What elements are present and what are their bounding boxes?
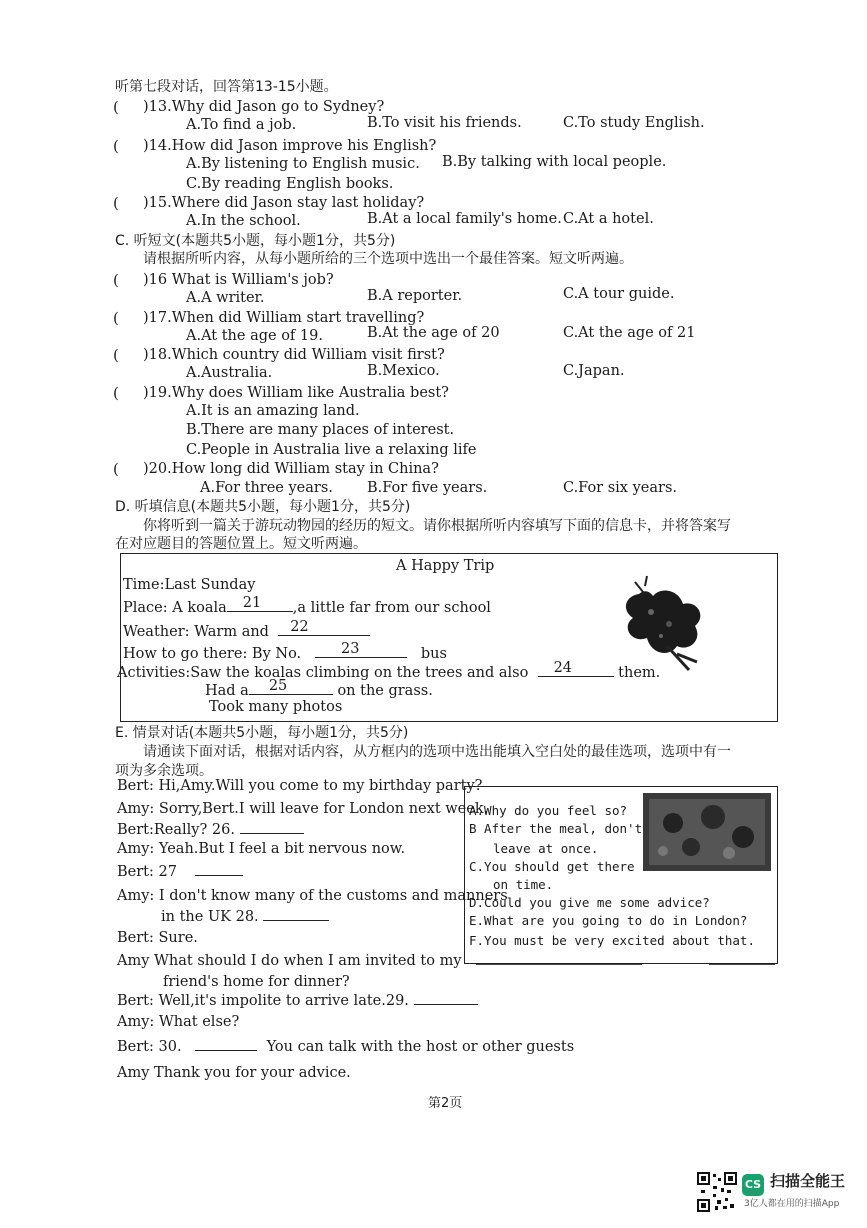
option-e: E.What are you going to do in London? (469, 913, 748, 928)
section-e-instruction-cont: 项为多余选项。 (115, 763, 213, 779)
page-number: 第2页 (428, 1096, 463, 1111)
q18-option-b: B.Mexico. (367, 363, 440, 379)
answer-paren[interactable]: ( (113, 384, 138, 402)
option-c: C.You should get there (469, 859, 635, 874)
blank-23[interactable]: 23 (315, 656, 407, 658)
q13-option-b: B.To visit his friends. (367, 115, 522, 131)
question-15-stem: )15.Where did Jason stay last holiday? (143, 195, 425, 211)
question-16-stem: )16 What is William's job? (143, 272, 334, 288)
answer-paren[interactable]: ( (113, 194, 138, 212)
q13-option-c: C.To study English. (563, 115, 705, 131)
info-card (117, 553, 778, 722)
blank-22[interactable]: 22 (278, 634, 370, 636)
q14-option-b: B.By talking with local people. (442, 154, 667, 170)
dialog-line: Amy: Sorry,Bert.I will leave for London next week. (117, 801, 489, 817)
card-had: Had a 25 on the grass. (205, 678, 433, 699)
answer-paren[interactable]: ( (113, 309, 138, 327)
options-box (464, 786, 778, 964)
q15-option-a: A.In the school. (186, 213, 301, 229)
blank-26[interactable] (240, 832, 304, 834)
q16-option-a: A.A writer. (186, 290, 265, 306)
q17-option-a: A.At the age of 19. (186, 328, 323, 344)
card-took: Took many photos (209, 699, 343, 715)
q19-option-b: B.There are many places of interest. (186, 422, 455, 438)
option-b: B After the meal, don't (469, 821, 643, 836)
listening-part-intro: 听第七段对话，回答第13-15小题。 (115, 79, 338, 95)
question-13-stem: )13.Why did Jason go to Sydney? (143, 99, 385, 115)
section-c-instruction: 请根据所听内容，从每小题所给的三个选项中选出一个最佳答案。短文听两遍。 (143, 251, 633, 267)
dialog-line: Amy: Yeah.But I feel a bit nervous now. (117, 841, 406, 857)
option-b-cont: leave at once. (493, 841, 599, 856)
q17-option-b: B.At the age of 20 (367, 325, 500, 341)
scanner-brand: 扫描全能王 (770, 1172, 846, 1190)
q14-option-a: A.By listening to English music. (186, 156, 420, 172)
card-weather: Weather: Warm and 22 (123, 625, 370, 640)
question-20-stem: )20.How long did William stay in China? (143, 461, 439, 477)
dinner-picture (643, 793, 771, 871)
dialog-line: Bert: Sure. (117, 930, 198, 946)
card-title: A Happy Trip (396, 558, 495, 574)
section-d-instruction: 你将听到一篇关于游玩动物园的经历的短文。请你根据所听内容填写下面的信息卡，并将答案写 (143, 518, 731, 534)
section-c-heading: C. 听短文(本题共5小题，每小题1分，共5分) (115, 233, 396, 249)
divider-line (709, 964, 775, 965)
q13-option-a: A.To find a job. (186, 117, 297, 133)
q19-option-c: C.People in Australia live a relaxing life (186, 442, 477, 458)
answer-paren[interactable]: ( (113, 137, 138, 155)
question-19-stem: )19.Why does William like Australia best? (143, 385, 449, 401)
option-a: A.Why do you feel so? (469, 803, 628, 818)
section-e-instruction: 请通读下面对话，根据对话内容，从方框内的选项中选出能填入空白处的最佳选项，选项中有一 (143, 744, 731, 760)
q17-option-c: C.At the age of 21 (563, 325, 696, 341)
card-activities: Activities:Saw the koalas climbing on the trees and also 24 them. (117, 660, 661, 681)
blank-21[interactable]: 21 (227, 610, 293, 612)
dialog-line: Bert: 30. You can talk with the host or other guests (117, 1039, 575, 1055)
q16-option-c: C.A tour guide. (563, 286, 675, 302)
dialog-line: Amy: I don't know many of the customs and manners (117, 888, 508, 904)
blank-28[interactable] (263, 919, 329, 921)
option-f: F.You must be very excited about that. (469, 933, 755, 948)
blank-25[interactable]: 25 (249, 693, 333, 695)
q18-option-a: A.Australia. (186, 365, 273, 381)
q18-option-c: C.Japan. (563, 363, 625, 379)
q16-option-b: B.A reporter. (367, 288, 463, 304)
dialog-line: Bert:Really? 26. (117, 823, 304, 838)
card-time: Time:Last Sunday (123, 577, 256, 593)
answer-paren[interactable]: ( (113, 346, 138, 364)
q15-option-b: B.At a local family's home. (367, 211, 562, 227)
blank-27[interactable] (195, 874, 243, 876)
camscanner-logo: CS (742, 1174, 764, 1196)
dialog-line: Bert: Well,it's impolite to arrive late.29. (117, 994, 478, 1009)
dialog-line: Amy What should I do when I am invited to my (117, 953, 462, 969)
question-18-stem: )18.Which country did William visit first? (143, 347, 445, 363)
card-place: Place: A koala 21 ,a little far from our school (123, 595, 491, 616)
section-e-heading: E. 情景对话(本题共5小题，每小题1分，共5分) (115, 725, 409, 741)
blank-29[interactable] (414, 1003, 478, 1005)
dialog-line: in the UK 28. (161, 910, 329, 925)
dialog-line: Amy: What else? (117, 1014, 240, 1030)
answer-paren[interactable]: ( (113, 271, 138, 289)
q15-option-c: C.At a hotel. (563, 211, 654, 227)
q19-option-a: A.It is an amazing land. (186, 403, 360, 419)
answer-paren[interactable]: ( (113, 460, 138, 478)
divider-line (476, 964, 642, 965)
koala-picture (617, 574, 709, 674)
dialog-line: Bert: Hi,Amy.Will you come to my birthday party? (117, 778, 483, 794)
q20-option-c: C.For six years. (563, 480, 677, 496)
blank-24[interactable]: 24 (538, 675, 614, 677)
section-d-heading: D. 听填信息(本题共5小题，每小题1分，共5分) (115, 499, 411, 515)
dialog-line: Amy Thank you for your advice. (117, 1065, 351, 1081)
q14-option-c: C.By reading English books. (186, 176, 394, 192)
option-c-cont: on time. (493, 877, 554, 892)
scanner-tagline: 3亿人都在用的扫描App (744, 1199, 840, 1209)
qr-code-icon (697, 1172, 737, 1212)
q20-option-a: A.For three years. (200, 480, 333, 496)
option-d: D.Could you give me some advice? (469, 895, 710, 910)
section-d-instruction-cont: 在对应题目的答题位置上。短文听两遍。 (115, 536, 367, 552)
answer-paren[interactable]: ( (113, 98, 138, 116)
question-17-stem: )17.When did William start travelling? (143, 310, 425, 326)
dialog-line: friend's home for dinner? (163, 974, 350, 990)
dialog-line: Bert: 27 (117, 865, 243, 880)
blank-30[interactable] (195, 1049, 257, 1051)
card-transport: How to go there: By No. 23 bus (123, 641, 447, 662)
q20-option-b: B.For five years. (367, 480, 488, 496)
question-14-stem: )14.How did Jason improve his English? (143, 138, 437, 154)
